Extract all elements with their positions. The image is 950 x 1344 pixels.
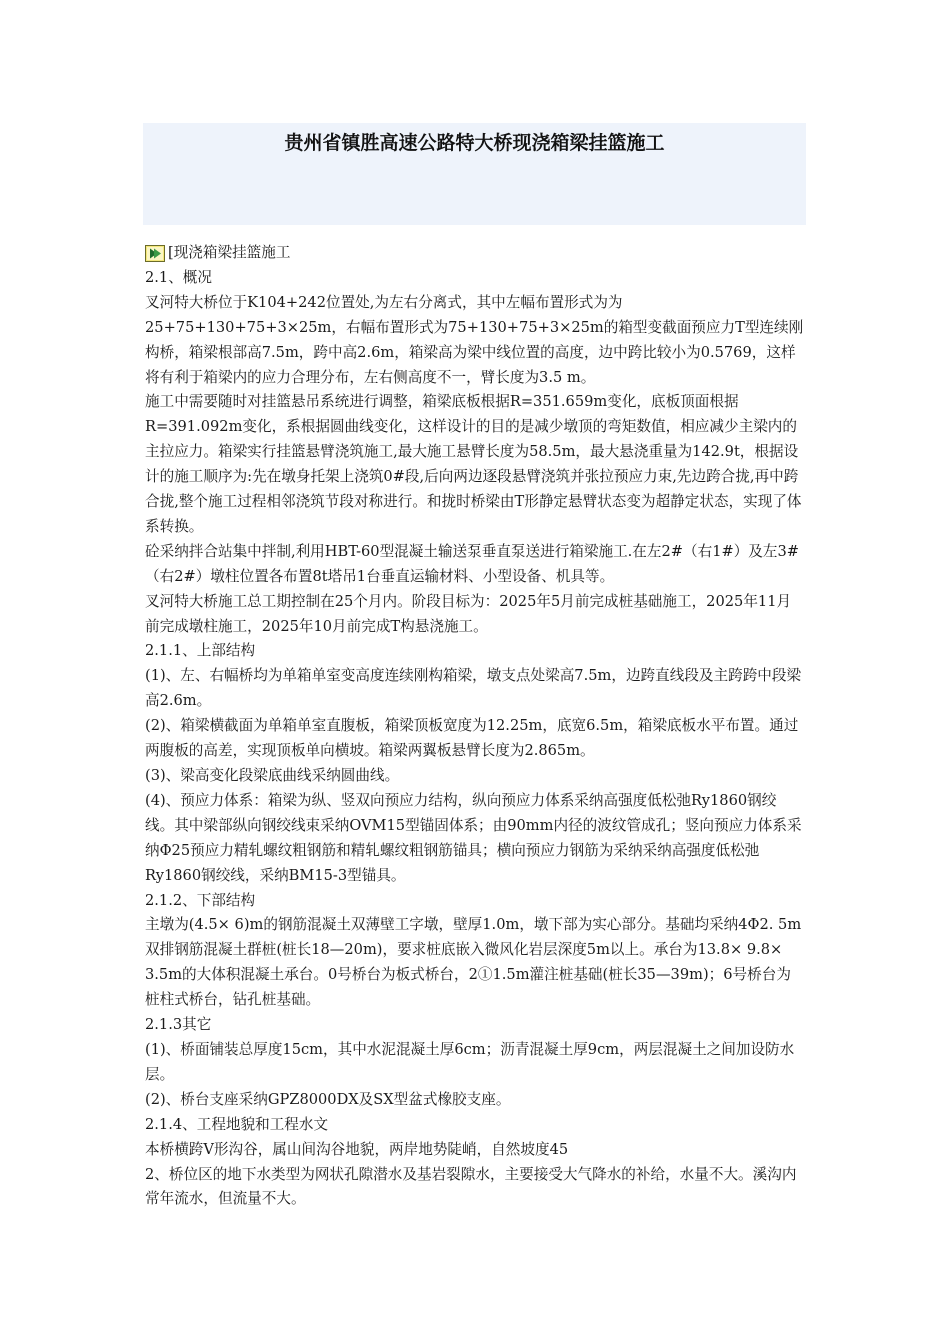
paragraph-superstructure-2: (2)、箱梁横截面为单箱单室直腹板，箱梁顶板宽度为12.25m，底宽6.5m，箱梁底板水平布置。通过两腹板的高差，实现顶板单向横坡。箱梁两翼板悬臂长度为2.865m。 (145, 717, 799, 760)
paragraph-geology-1: 本桥横跨V形沟谷，属山间沟谷地貌，两岸地势陡峭，自然坡度45 (145, 1140, 569, 1158)
paragraph-superstructure-4: (4)、预应力体系：箱梁为纵、竖双向预应力结构，纵向预应力体系采纳高强度低松弛Ry1860钢绞线。其中梁部纵向钢绞线束采纳OVM15型锚固体系；由90mm内径的波纹管成孔；竖向预应力体系采纳Φ25预应力精轧螺纹粗钢筋和精轧螺纹粗钢筋锚具；横向预应力钢筋为采纳采纳高强度低松弛Ry1860钢绞线，采纳BM15-3型锚具。 (145, 791, 802, 884)
heading-superstructure: 2.1.1、上部结构 (145, 642, 256, 660)
paragraph-superstructure-3: (3)、梁高变化段梁底曲线采纳圆曲线。 (145, 767, 400, 785)
paragraph-substructure: 主墩为(4.5× 6)m的钢筋混凝土双薄壁工字墩，壁厚1.0m，墩下部为实心部分。基础均采纳4Φ2. 5m双排钢筋混凝土群桩(桩长18—20m)，要求桩底嵌入微风化岩层深度5m以上。承台为13.8× 9.8× 3.5m的大体积混凝土承台。0号桥台为板式桥台，2①1.5m灌注桩基础(桩长35—39m)；6号桥台为桩柱式桥台，钻孔桩基础。 (145, 916, 802, 1009)
paragraph-bridge-location: 叉河特大桥位于K104+242位置处,为左右分离式，其中左幅布置形式为为25+75+130+75+3×25m，右幅布置形式为75+130+75+3×25m的箱型变截面预应力T型连续刚构桥，箱梁根部高7.5m，跨中高2.6m，箱梁高为梁中线位置的高度，边中跨比较小为0.5769，这样将有利于箱梁内的应力合理分布，左右侧高度不一，臂长度为3.5 m。 (145, 293, 804, 386)
lead-text: [现浇箱梁挂篮施工 (168, 244, 291, 261)
title-banner (143, 123, 806, 225)
paragraph-schedule: 叉河特大桥施工总工期控制在25个月内。阶段目标为：2025年5月前完成桩基础施工，2025年11月前完成墩柱施工，2025年10月前完成T构悬浇施工。 (145, 592, 792, 635)
paragraph-other-1: (1)、桥面铺装总厚度15cm，其中水泥混凝土厚6cm；沥青混凝土厚9cm，两层混凝土之间加设防水层。 (145, 1040, 795, 1083)
paragraph-concrete-supply: 砼采纳拌合站集中拌制,利用HBT-60型混凝土输送泵垂直泵送进行箱梁施工.在左2#（右1#）及左3#（右2#）墩柱位置各布置8t塔吊1台垂直运输材料、小型设备、机具等。 (145, 542, 799, 585)
paragraph-construction-method: 施工中需要随时对挂篮悬吊系统进行调整，箱梁底板根据R=351.659m变化，底板顶面根据R=391.092m变化，系根据圆曲线变化，这样设计的目的是减少墩顶的弯矩数值，相应减少主梁内的主拉应力。箱梁实行挂篮悬臂浇筑施工,最大施工悬臂长度为58.5m，最大悬浇重量为142.9t，根据设计的施工顺序为:先在墩身托架上浇筑0#段,后向两边逐段悬臂浇筑并张拉预应力束,先边跨合拢,再中跨合拢,整个施工过程相邻浇筑节段对称进行。和拢时桥梁由T形静定悬臂状态变为超静定状态，实现了体系转换。 (145, 393, 802, 535)
document-body (145, 241, 805, 1212)
page-title: 贵州省镇胜高速公路特大桥现浇箱梁挂篮施工 (284, 132, 665, 154)
heading-overview: 2.1、概况 (145, 268, 212, 286)
heading-geology: 2.1.4、工程地貌和工程水文 (145, 1115, 329, 1133)
section-lead (145, 241, 805, 266)
heading-other: 2.1.3其它 (145, 1016, 212, 1034)
paragraph-superstructure-1: (1)、左、右幅桥均为单箱单室变高度连续刚构箱梁，墩支点处梁高7.5m，边跨直线段及主跨跨中段梁高2.6m。 (145, 667, 802, 710)
document-arrow-icon[interactable] (145, 245, 165, 262)
paragraph-geology-2: 2、桥位区的地下水类型为网状孔隙潜水及基岩裂隙水，主要接受大气降水的补给，水量不大。溪沟内常年流水，但流量不大。 (145, 1165, 797, 1208)
paragraph-other-2: (2)、桥台支座采纳GPZ8000DX及SX型盆式橡胶支座。 (145, 1090, 511, 1108)
heading-substructure: 2.1.2、下部结构 (145, 891, 256, 909)
